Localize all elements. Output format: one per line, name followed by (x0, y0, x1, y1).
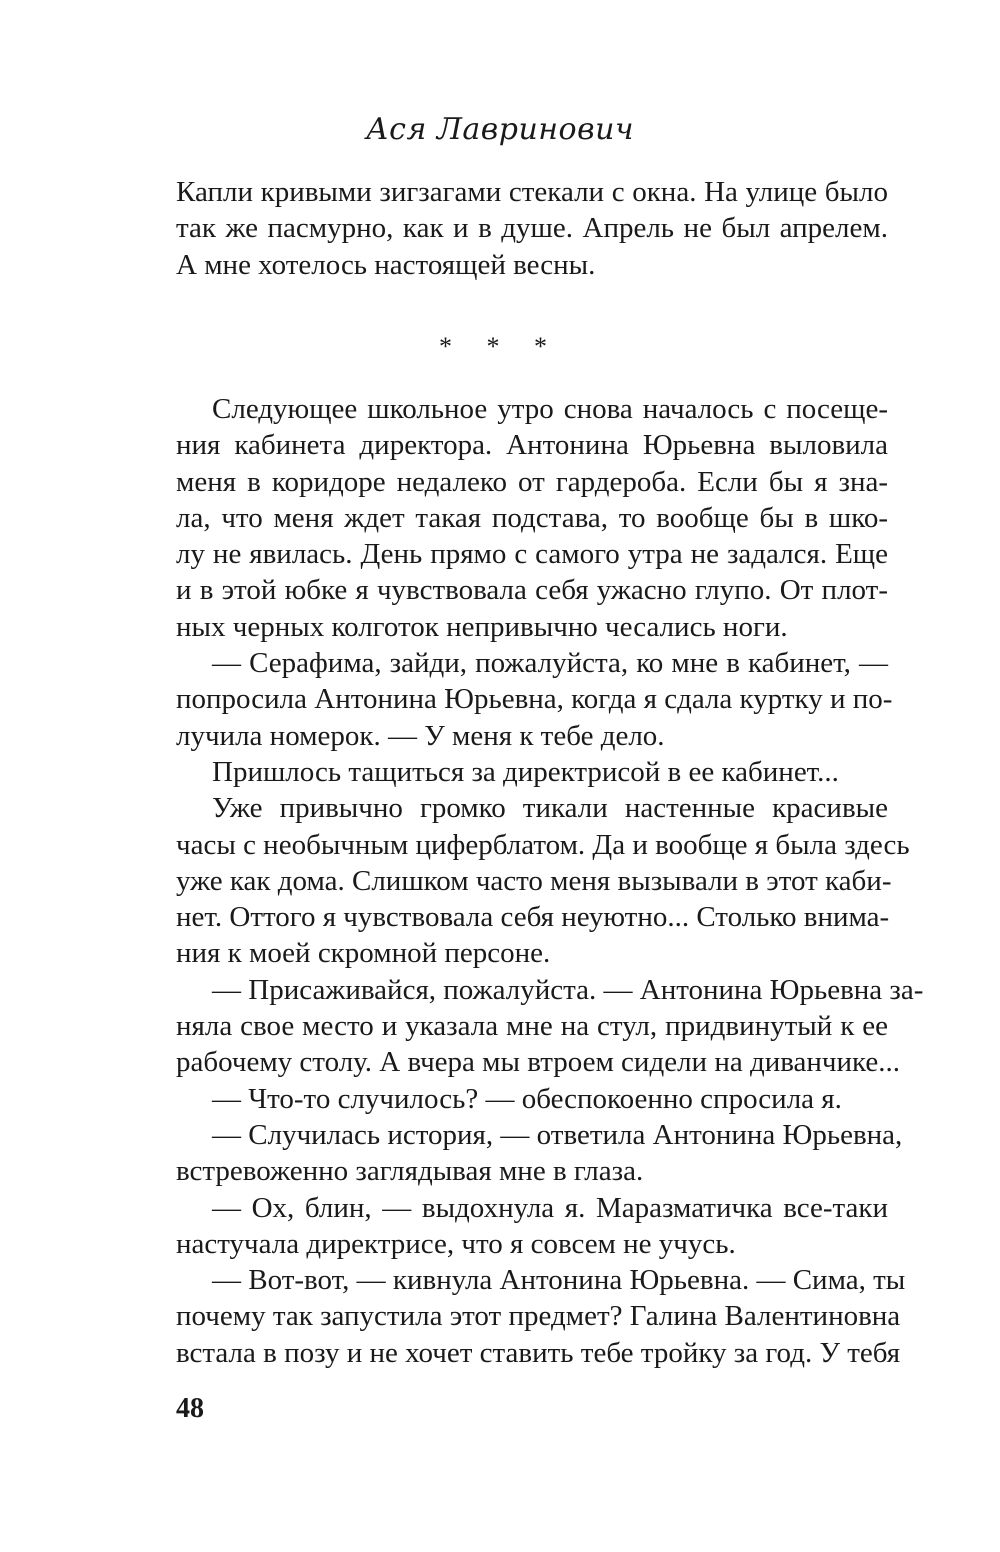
text-line: Капли кривыми зигзагами стекали с окна. На улице было (176, 176, 888, 208)
paragraph-opening (176, 174, 888, 283)
text-line: ния к моей скромной персоне. (176, 937, 551, 970)
text-line: почему так запустила этот предмет? Галина Валентиновна (176, 1300, 901, 1333)
text-line: — Вот-вот, — кивнула Антонина Юрьевна. — Сима, ты (212, 1264, 906, 1297)
text-line: лу не явилась. День прямо с самого утра не задался. Еще (176, 538, 888, 571)
text-line: нет. Оттого я чувствовала себя неуютно... Столько внима- (176, 901, 890, 934)
text-line: — Случилась история, — ответила Антонина Юрьевна, (212, 1118, 903, 1151)
text-line: настучала директрисе, что я совсем не учусь. (176, 1227, 736, 1260)
text-line: няла свое место и указала мне на стул, придвинутый к ее (176, 1010, 888, 1043)
text-line: ла, что меня ждет такая подстава, то вообще бы в шко- (176, 501, 888, 534)
text-line: встревоженно заглядывая мне в глаза. (176, 1155, 644, 1188)
text-line: — Ох, блин, — выдохнула я. Маразматичка все-таки (212, 1191, 888, 1224)
body-text (176, 391, 924, 1371)
text-line: встала в позу и не хочет ставить тебе тройку за год. У тебя (176, 1336, 901, 1369)
text-line: и в этой юбке я чувствовала себя ужасно глупо. От плот- (176, 574, 888, 607)
section-separator: * * * (439, 332, 561, 361)
text-line: — Присаживайся, пожалуйста. — Антонина Юрьевна за- (212, 973, 924, 1006)
text-line: уже как дома. Слишком часто меня вызывали в этот каби- (176, 864, 892, 897)
text-line: Пришлось тащиться за директрисой в ее кабинет... (212, 755, 839, 788)
text-line: Уже привычно громко тикали настенные красивые (212, 792, 888, 825)
page-number: 48 (176, 1393, 204, 1424)
text-line: попросила Антонина Юрьевна, когда я сдала куртку и по- (176, 683, 893, 716)
text-line: лучила номерок. — У меня к тебе дело. (176, 719, 665, 752)
text-line: часы с необычным циферблатом. Да и вообще я была здесь (176, 828, 910, 861)
text-line: рабочему столу. А вчера мы втроем сидели на диванчике... (176, 1046, 901, 1079)
text-line: — Серафима, зайди, пожалуйста, ко мне в кабинет, — (212, 647, 888, 680)
text-line: меня в коридоре недалеко от гардероба. Если бы я зна- (176, 465, 888, 498)
text-line: ния кабинета директора. Антонина Юрьевна выловила (176, 429, 888, 462)
text-line: — Что-то случилось? — обеспокоенно спросила я. (212, 1082, 842, 1115)
running-head-author: Ася Лавринович (365, 112, 635, 147)
text-line: Следующее школьное утро снова началось с посеще- (212, 393, 888, 425)
text-line: ных черных колготок непривычно чесались ноги. (176, 610, 788, 643)
text-line: так же пасмурно, как и в душе. Апрель не был апрелем. (176, 212, 888, 245)
text-line: А мне хотелось настоящей весны. (176, 248, 596, 281)
